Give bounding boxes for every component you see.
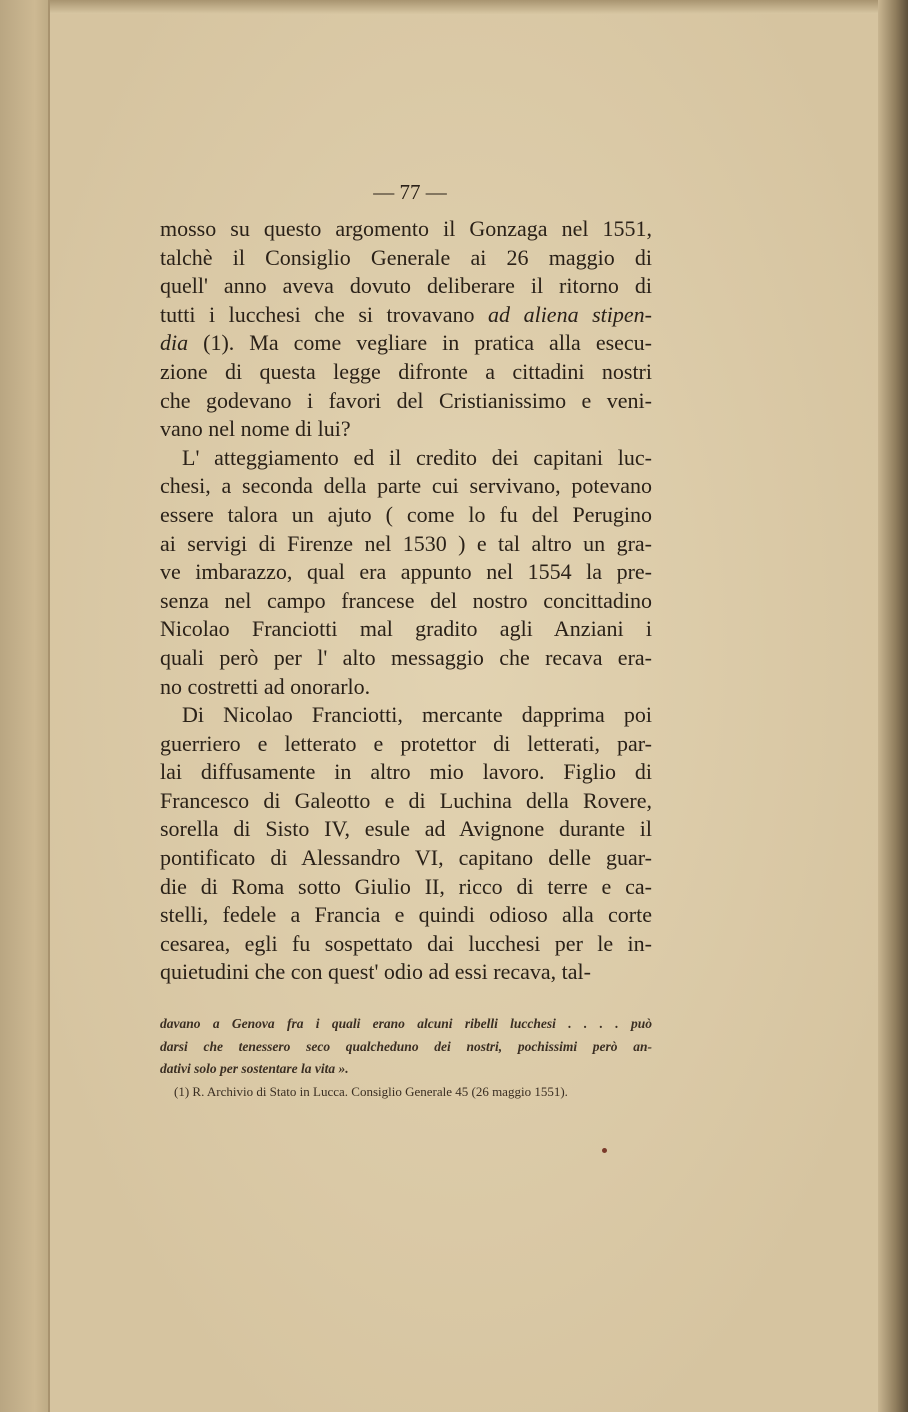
text-line bbox=[160, 873, 652, 902]
text-line bbox=[160, 472, 652, 501]
line-text: pontificato di Alessandro VI, capitano delle guar- bbox=[160, 845, 652, 871]
text-line bbox=[160, 644, 652, 673]
text-line bbox=[160, 615, 652, 644]
text-line bbox=[160, 358, 652, 387]
line-text: ai servigi di Firenze nel 1530 ) e tal altro un gra- bbox=[160, 530, 652, 556]
page-number: — 77 — bbox=[373, 180, 447, 204]
text-line bbox=[160, 587, 652, 616]
page-top-edge bbox=[0, 0, 908, 14]
footnote-line: darsi che tenessero seco qualcheduno dei nostri, pochissimi però an- bbox=[160, 1038, 652, 1054]
line-text: guerriero e letterato e protettor di letterati, par- bbox=[160, 730, 652, 756]
line-text: Francesco di Galeotto e di Luchina della Rovere, bbox=[160, 787, 652, 813]
line-text: che godevano i favori del Cristianissimo e veni- bbox=[160, 387, 652, 413]
text-line bbox=[160, 758, 652, 787]
text-line bbox=[160, 844, 652, 873]
text-line bbox=[160, 701, 652, 730]
text-line bbox=[160, 558, 652, 587]
italic-text: ad aliena stipen- bbox=[488, 301, 652, 327]
page-right-edge bbox=[878, 0, 908, 1412]
line-text: mosso su questo argomento il Gonzaga nel 1551, bbox=[160, 216, 652, 241]
footnote-line: dativi solo per sostentare la vita ». bbox=[160, 1061, 349, 1077]
text-line bbox=[160, 444, 652, 473]
line-text: Di Nicolao Franciotti, mercante dapprima poi bbox=[182, 702, 652, 728]
text-line bbox=[160, 329, 652, 358]
line-text: quell' anno aveva dovuto deliberare il ritorno di bbox=[160, 273, 652, 299]
line-text: chesi, a seconda della parte cui servivano, potevano bbox=[160, 473, 652, 499]
text-line bbox=[160, 501, 652, 530]
line-text: tutti i lucchesi che si trovavano bbox=[160, 301, 489, 327]
line-text: stelli, fedele a Francia e quindi odioso alla corte bbox=[160, 902, 652, 928]
line-text: senza nel campo francese del nostro concittadino bbox=[160, 587, 652, 613]
text-line bbox=[160, 272, 652, 301]
text-line bbox=[160, 530, 652, 559]
text-line bbox=[160, 730, 652, 759]
line-text: (1). Ma come vegliare in pratica alla esecu- bbox=[188, 330, 652, 356]
line-text: zione di questa legge difronte a cittadini nostri bbox=[160, 358, 652, 384]
text-line bbox=[160, 673, 652, 702]
italic-text: dia bbox=[160, 330, 189, 356]
footnotes bbox=[160, 1013, 652, 1103]
line-text: cesarea, egli fu sospettato dai lucchesi per le in- bbox=[160, 930, 652, 956]
line-text: Nicolao Franciotti mal gradito agli Anziani i bbox=[160, 616, 652, 642]
footnote-1: (1) R. Archivio di Stato in Lucca. Consiglio Generale 45 (26 maggio 1551). bbox=[174, 1083, 568, 1099]
line-text: talchè il Consiglio Generale ai 26 maggio di bbox=[160, 244, 652, 270]
body-text bbox=[160, 215, 652, 987]
line-text: essere talora un ajuto ( come lo fu del Perugino bbox=[160, 501, 652, 527]
line-text: lai diffusamente in altro mio lavoro. Figlio di bbox=[160, 759, 652, 785]
book-spine-gutter bbox=[0, 0, 50, 1412]
text-line bbox=[160, 387, 652, 416]
text-line bbox=[160, 901, 652, 930]
text-line bbox=[160, 301, 652, 330]
ink-spot bbox=[602, 1148, 607, 1153]
text-line bbox=[160, 815, 652, 844]
line-text: ve imbarazzo, qual era appunto nel 1554 la pre- bbox=[160, 559, 652, 585]
line-text: die di Roma sotto Giulio II, ricco di terre e ca- bbox=[160, 873, 652, 899]
text-line bbox=[160, 215, 652, 244]
footnote-line: davano a Genova fra i quali erano alcuni ribelli lucchesi . . . . può bbox=[160, 1016, 652, 1031]
text-line bbox=[160, 244, 652, 273]
text-line bbox=[160, 415, 652, 444]
line-text: quali però per l' alto messaggio che recava era- bbox=[160, 644, 652, 670]
text-line bbox=[160, 787, 652, 816]
line-text: quietudini che con quest' odio ad essi recava, tal- bbox=[160, 959, 591, 985]
line-text: vano nel nome di lui? bbox=[160, 416, 351, 442]
line-text: sorella di Sisto IV, esule ad Avignone durante il bbox=[160, 816, 652, 842]
line-text: no costretti ad onorarlo. bbox=[160, 673, 371, 699]
line-text: L' atteggiamento ed il credito dei capitani luc- bbox=[182, 444, 652, 470]
text-line bbox=[160, 930, 652, 959]
text-line bbox=[160, 958, 652, 987]
